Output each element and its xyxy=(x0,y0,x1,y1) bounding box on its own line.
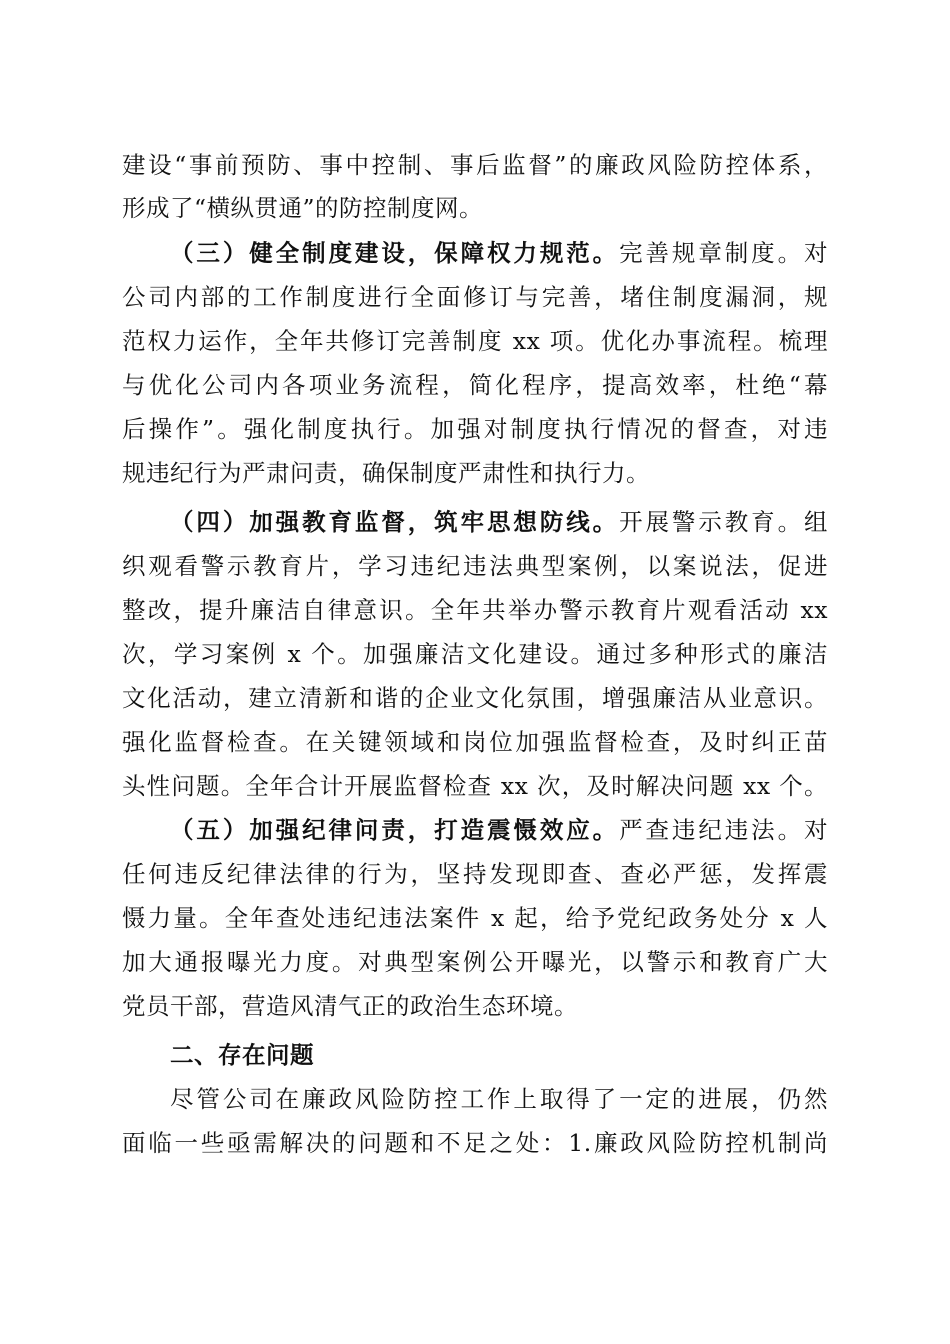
line-text: 严查违纪违法。对 xyxy=(619,816,829,844)
text-line xyxy=(122,727,828,757)
line-text: 头性问题。全年合计开展监督检查 xx 次，及时解决问题 xx 个。 xyxy=(122,772,828,800)
text-line xyxy=(122,414,828,444)
text-line xyxy=(170,815,828,845)
line-text: 形成了“横纵贯通”的防控制度网。 xyxy=(122,194,484,222)
text-line xyxy=(170,238,828,268)
line-text: 与优化公司内各项业务流程，简化程序，提高效率，杜绝“幕 xyxy=(122,371,828,399)
line-text: 范权力运作，全年共修订完善制度 xx 项。优化办事流程。梳理 xyxy=(122,327,828,355)
text-line xyxy=(170,507,828,537)
text-line xyxy=(122,595,828,625)
line-text: 次，学习案例 x 个。加强廉洁文化建设。通过多种形式的廉洁 xyxy=(122,640,828,668)
subheading: （五）加强纪律问责，打造震慑效应。 xyxy=(170,816,620,844)
text-line xyxy=(122,683,828,713)
text-line xyxy=(122,991,828,1021)
text-line xyxy=(122,370,828,400)
line-text: 织观看警示教育片，学习违纪违法典型案例，以案说法，促进 xyxy=(122,552,828,580)
text-line xyxy=(122,903,828,933)
line-text: 建设“事前预防、事中控制、事后监督”的廉政风险防控体系， xyxy=(122,151,828,179)
line-text: 二、存在问题 xyxy=(170,1041,314,1069)
line-text: 整改，提升廉洁自律意识。全年共举办警示教育片观看活动 xx xyxy=(122,596,828,624)
line-text: 慑力量。全年查处违纪违法案件 x 起，给予党纪政务处分 x 人 xyxy=(122,904,828,932)
line-text: 加大通报曝光力度。对典型案例公开曝光，以警示和教育广大 xyxy=(122,948,828,976)
text-line xyxy=(122,639,828,669)
text-line xyxy=(122,1128,828,1158)
line-text: 开展警示教育。组 xyxy=(619,508,829,536)
line-text: 规违纪行为严肃问责，确保制度严肃性和执行力。 xyxy=(122,459,650,487)
text-line xyxy=(122,771,828,801)
line-text: 强化监督检查。在关键领域和岗位加强监督检查，及时纠正苗 xyxy=(122,728,828,756)
text-line xyxy=(170,1084,828,1114)
text-line xyxy=(122,150,828,180)
line-text: 公司内部的工作制度进行全面修订与完善，堵住制度漏洞，规 xyxy=(122,283,828,311)
subheading: （三）健全制度建设，保障权力规范。 xyxy=(170,239,620,267)
text-line xyxy=(122,859,828,889)
line-text: 党员干部，营造风清气正的政治生态环境。 xyxy=(122,992,578,1020)
line-text: 后操作”。强化制度执行。加强对制度执行情况的督查，对违 xyxy=(122,415,828,443)
subheading: （四）加强教育监督，筑牢思想防线。 xyxy=(170,508,620,536)
text-line xyxy=(122,551,828,581)
line-text: 任何违反纪律法律的行为，坚持发现即查、查必严惩，发挥震 xyxy=(122,860,828,888)
line-text: 完善规章制度。对 xyxy=(619,239,829,267)
line-text: 面临一些亟需解决的问题和不足之处：1.廉政风险防控机制尚 xyxy=(122,1129,828,1157)
text-line xyxy=(122,326,828,356)
text-line xyxy=(122,458,828,488)
line-text: 文化活动，建立清新和谐的企业文化氛围，增强廉洁从业意识。 xyxy=(122,684,828,712)
section-heading xyxy=(170,1040,828,1070)
text-line xyxy=(122,282,828,312)
text-line xyxy=(122,193,828,223)
text-line xyxy=(122,947,828,977)
line-text: 尽管公司在廉政风险防控工作上取得了一定的进展，仍然 xyxy=(170,1085,828,1113)
